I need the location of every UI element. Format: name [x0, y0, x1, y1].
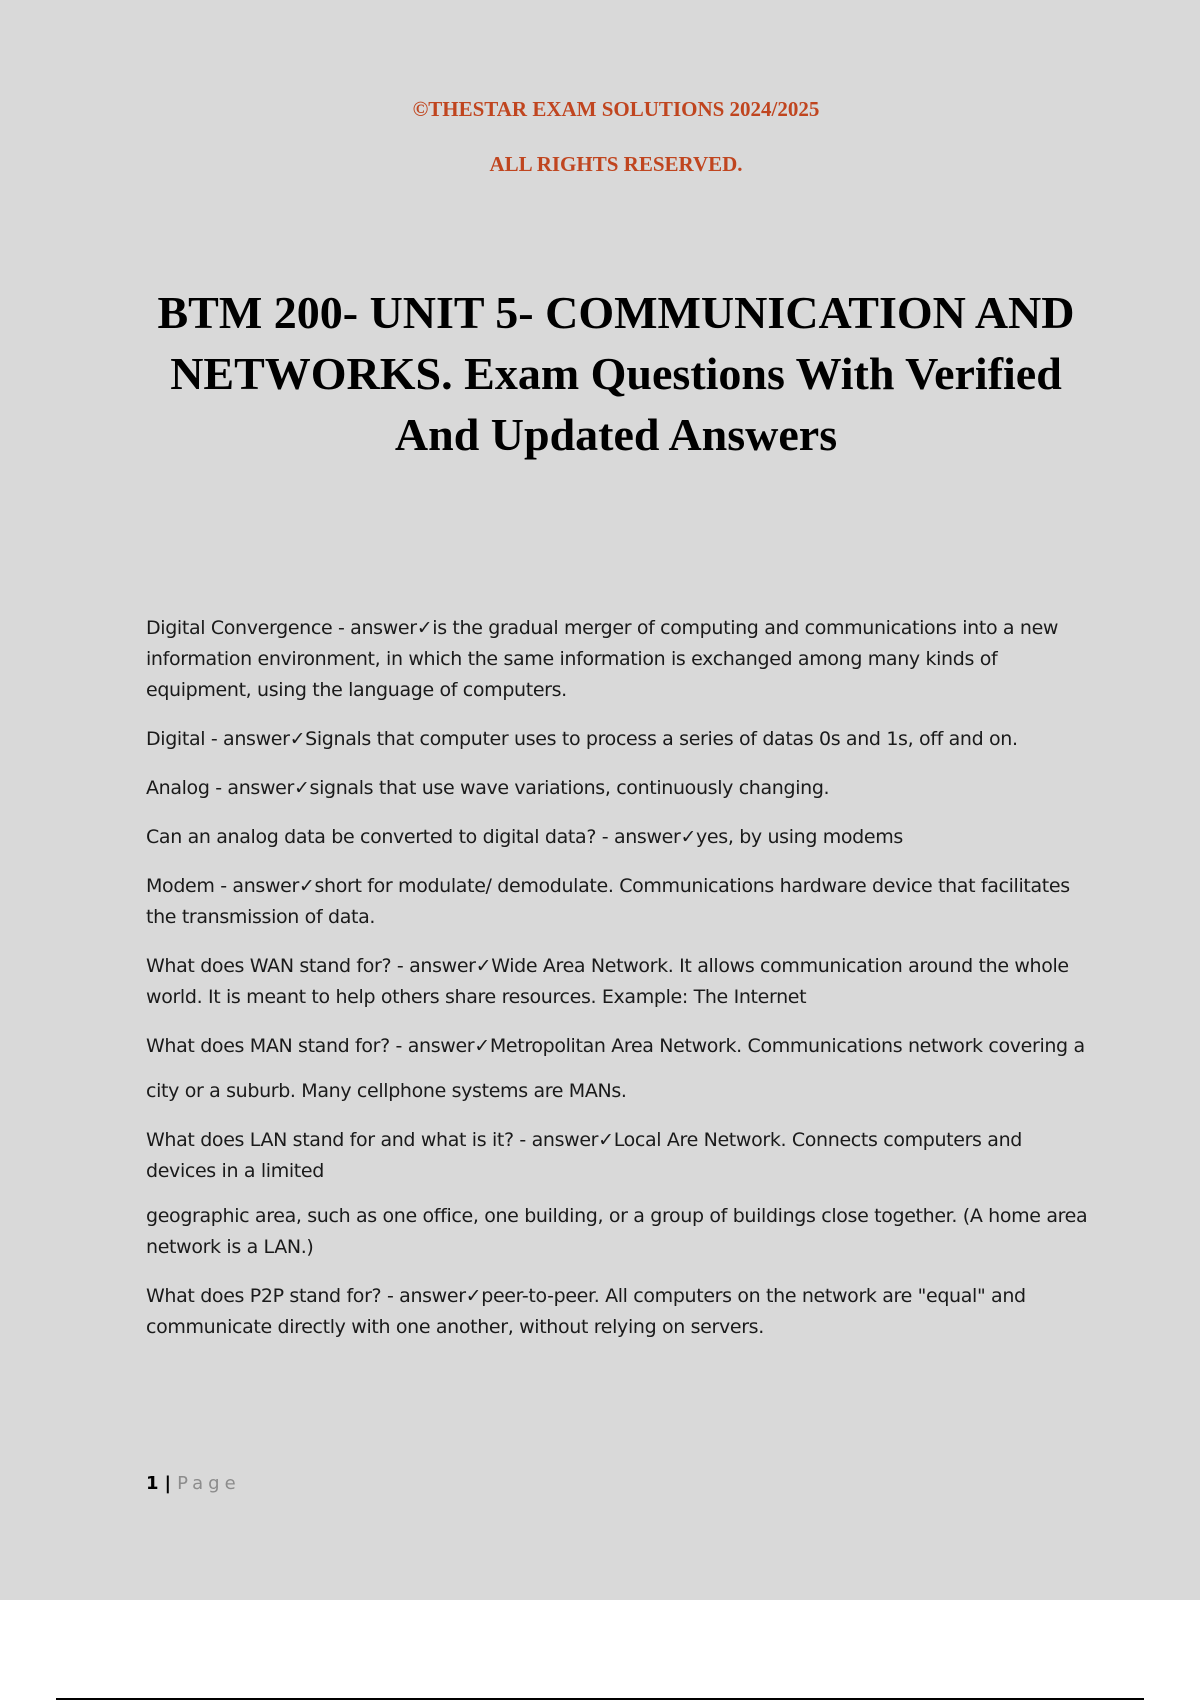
qa-entry-p2p: What does P2P stand for? - answer✓peer-to-peer. All computers on the network are "equal" and communicate directly with one another, without relying on servers.: [146, 1285, 1026, 1338]
qa-entry-modem: Modem - answer✓short for modulate/ demodulate. Communications hardware device that facilitates the transmission of data.: [146, 875, 1070, 928]
qa-entry-digital-convergence: Digital Convergence - answer✓is the gradual merger of computing and communications into a new information environment, in which the same information is exchanged among many kinds of equipment, using the language of computers.: [146, 617, 1059, 701]
qa-entry-lan: What does LAN stand for and what is it? - answer✓Local Are Network. Connects computers and devices in a limited: [146, 1129, 1022, 1182]
qa-entry-man: What does MAN stand for? - answer✓Metropolitan Area Network. Communications network covering a: [146, 1035, 1085, 1057]
document-title: BTM 200- UNIT 5- COMMUNICATION AND NETWORKS. Exam Questions With Verified And Updated Answers: [157, 287, 1075, 460]
page-number: 1: [146, 1473, 159, 1494]
qa-entry-analog: Analog - answer✓signals that use wave variations, continuously changing.: [146, 777, 830, 799]
qa-entry-analog-conversion: Can an analog data be converted to digital data? - answer✓yes, by using modems: [146, 826, 903, 848]
qa-entry-wan: What does WAN stand for? - answer✓Wide Area Network. It allows communication around the whole world. It is meant to help others share resources. Example: The Internet: [146, 955, 1069, 1008]
copyright-header: ©THESTAR EXAM SOLUTIONS 2024/2025: [412, 97, 820, 121]
page-separator: |: [164, 1473, 172, 1494]
page-label: Page: [177, 1473, 241, 1494]
qa-list: [146, 613, 1096, 1361]
page-footer: [146, 1473, 241, 1494]
qa-entry-digital: Digital - answer✓Signals that computer uses to process a series of datas 0s and 1s, off and on.: [146, 728, 1018, 750]
qa-entry-man-continued: city or a suburb. Many cellphone systems are MANs.: [146, 1080, 627, 1102]
qa-entry-lan-continued: geographic area, such as one office, one building, or a group of buildings close together. (A home area network is a LAN.): [146, 1205, 1088, 1258]
rights-header: ALL RIGHTS RESERVED.: [489, 152, 743, 176]
